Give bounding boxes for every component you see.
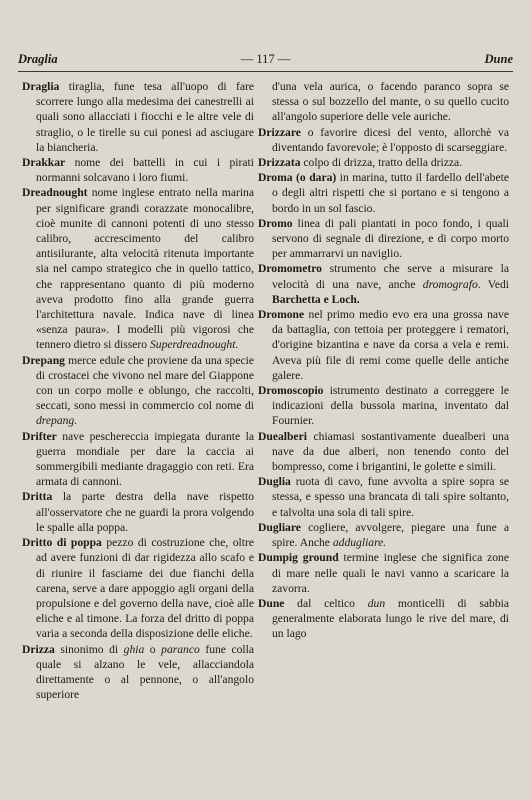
entry-headword: Drakkar (22, 156, 66, 170)
entry-definition: dal celtico (297, 596, 368, 610)
entry-headword: Draglia (22, 80, 60, 93)
entry-definition: nel primo medio evo era una grossa nave da battaglia, con tettoia per proteggere i rematori, d'origine bizantina e nave da corsa a vela e remi. Aveva più file di remi come quelle delle antiche galere. (272, 308, 509, 382)
entry-definition: colpo di drizza, tratto della drizza. (303, 156, 463, 170)
dictionary-entry (258, 307, 509, 383)
entry-headword: Droma (o dara) (258, 171, 337, 185)
dictionary-entry (22, 353, 254, 429)
dictionary-entry (22, 185, 254, 352)
entry-definition: nave peschereccia impiegata durante la guerra mondiale per dare la caccia ai sommergibili mediante dragaggio con reti. Era armata di cannoni. (36, 429, 254, 489)
entry-definition: la parte destra della nave rispetto all'osservatore che ne guardi la prora volgendo le spalle alla poppa. (36, 490, 255, 534)
entry-definition: strumento che serve a misurare la velocità di una nave, anche (272, 262, 509, 291)
entry-headword: Dromoscopio (258, 384, 324, 398)
entry-definition: merce edule che proviene da una specie di crostacei che vivono nel mare del Giappone con un corpo molle e oblungo, che raccolti, seccati, sono messi in commercio col nome di (36, 353, 254, 413)
entry-italic-term: paranco (161, 642, 200, 656)
entry-headword: Drepang (22, 353, 65, 367)
entry-headword: Dritto di poppa (22, 536, 102, 550)
dictionary-entry (22, 535, 254, 641)
entry-italic-term: addugliare. (332, 536, 387, 550)
entry-headword: Drizzare (258, 125, 301, 139)
entry-definition: in marina, tutto il fardello dell'abete o degli altri rispetti che si portano e si tengono a bordo in un sol fascio. (272, 171, 509, 215)
dictionary-entry (258, 596, 509, 642)
entry-headword: Drizzata (258, 156, 301, 170)
entry-headword: Dreadnought (22, 186, 88, 200)
entry-headword: Dune (258, 596, 285, 610)
entry-definition: chiamasi sostantivamente duealberi una nave da due alberi, non tenendo conto del bompresso, come i brigantini, le golette e simili. (272, 429, 509, 474)
entry-headword: Drifter (22, 429, 57, 443)
page-number: — 117 — (240, 52, 291, 66)
entry-headword: Drizza (22, 642, 55, 656)
dictionary-entry (22, 79, 254, 155)
page-header (18, 52, 513, 68)
entry-italic-term: dun (367, 596, 386, 610)
dictionary-entry (258, 79, 509, 125)
entry-definition: nome inglese entrato nella marina per significare grandi corazzate monocalibre, cioè munite di cannoni potenti di uno stesso calibro, accrescimento del calibro antisilurante, alta velocità ritenuta importante sia nel campo strategico che in quello tattico, che rappresentano quanto di più moderno aveva prodotto fino alla grande guerra l'architettura navale. Indica nave di linea «senza paura». I modelli più vigorosi che tennero dietro si dissero (36, 186, 254, 352)
entry-definition: . Vedi (477, 277, 509, 291)
entry-cross-reference: Barchetta e Loch. (272, 292, 360, 306)
dictionary-entry (258, 216, 509, 262)
entry-headword: Dugliare (258, 520, 301, 534)
entry-definition: nome dei battelli in cui i pirati normanni solcavano i loro fiumi. (36, 156, 254, 185)
dictionary-entry (258, 383, 509, 429)
dictionary-entry (258, 520, 509, 550)
entry-definition: pezzo di costruzione che, oltre ad avere funzioni di dar rigidezza allo scafo e di riunire il fasciame dei due fianchi della carena, serve a dare appoggio agli organi della propulsione e del governo della nave, cioè alle eliche e al timone. La forza del dritto di poppa varia a seconda della disposizione delle eliche. (36, 536, 254, 641)
header-last-entry: Dune (484, 52, 513, 66)
dictionary-entry (258, 429, 509, 475)
dictionary-entry (22, 489, 254, 535)
entry-italic-term: Superdreadnought. (150, 338, 239, 352)
entry-headword: Dromone (258, 308, 305, 322)
entry-definition: termine inglese che significa zone di mare nelle quali le navi vanno a scaricare la zavorra. (272, 551, 509, 595)
dictionary-entry (258, 261, 509, 307)
dictionary-entry (258, 550, 509, 596)
entry-headword: Duglia (258, 475, 291, 489)
entry-definition: istrumento destinato a correggere le indicazioni della bussola marina, inventato dal Fournier. (272, 384, 509, 428)
entry-definition: sinonimo di (60, 642, 124, 656)
dictionary-entry (258, 474, 509, 520)
dictionary-entry (22, 429, 254, 490)
entry-italic-term: drepang. (36, 414, 78, 428)
header-first-entry: Draglia (18, 52, 58, 66)
header-rule (18, 71, 513, 72)
entry-definition: tiraglia, fune tesa all'uopo di fare scorrere lungo alla medesima dei canestrelli ai quali sono allacciati i fiocchi e le altre vele di straglio, o le tirelle su cui ponesi ad asciugare la biancheria. (36, 80, 254, 154)
entry-definition: linea di pali piantati in poco fondo, i quali servono di segnale di direzione, e di corpo morto per ammarrarvi un naviglio. (272, 216, 509, 261)
entry-headword: Dromo (258, 216, 293, 230)
entry-italic-term: ghia (123, 642, 145, 656)
entry-headword: Dumpig ground (258, 551, 339, 565)
entry-definition: o (144, 642, 162, 656)
entry-definition: cogliere, avvolgere, piegare una fune a spire. Anche (272, 520, 509, 550)
entry-definition: ruota di cavo, fune avvolta a spire sopra se stessa, e spesso una brancata di tali spire soltanto, e talvolta una sola di tali spire. (272, 475, 509, 519)
entry-definition: monticelli di sabbia generalmente elaborata lungo le rive del mare, di un lago (272, 596, 510, 641)
entry-definition: fune colla quale si alzano le vele, allacciandola direttamente o al pennone, o all'angolo superiore (36, 642, 254, 702)
right-column (258, 79, 509, 642)
entry-headword: Duealberi (258, 429, 307, 443)
dictionary-entry (258, 170, 509, 216)
entry-headword: Dromometro (258, 262, 322, 276)
dictionary-entry (258, 155, 509, 170)
entry-continuation: d'una vela aurica, o facendo paranco sopra se stessa o sul bozzello del mante, o su quello cucito all'angolo superiore delle vele auriche. (272, 80, 509, 124)
entry-definition: o favorire dicesi del vento, allorchè va diventando favorevole; è l'opposto di scarseggiare. (272, 125, 509, 154)
left-column (22, 79, 254, 702)
entry-italic-term: dromografo (422, 277, 478, 291)
dictionary-entry (258, 125, 509, 155)
entry-headword: Dritta (22, 490, 53, 504)
dictionary-entry (22, 642, 254, 703)
dictionary-entry (22, 155, 254, 185)
